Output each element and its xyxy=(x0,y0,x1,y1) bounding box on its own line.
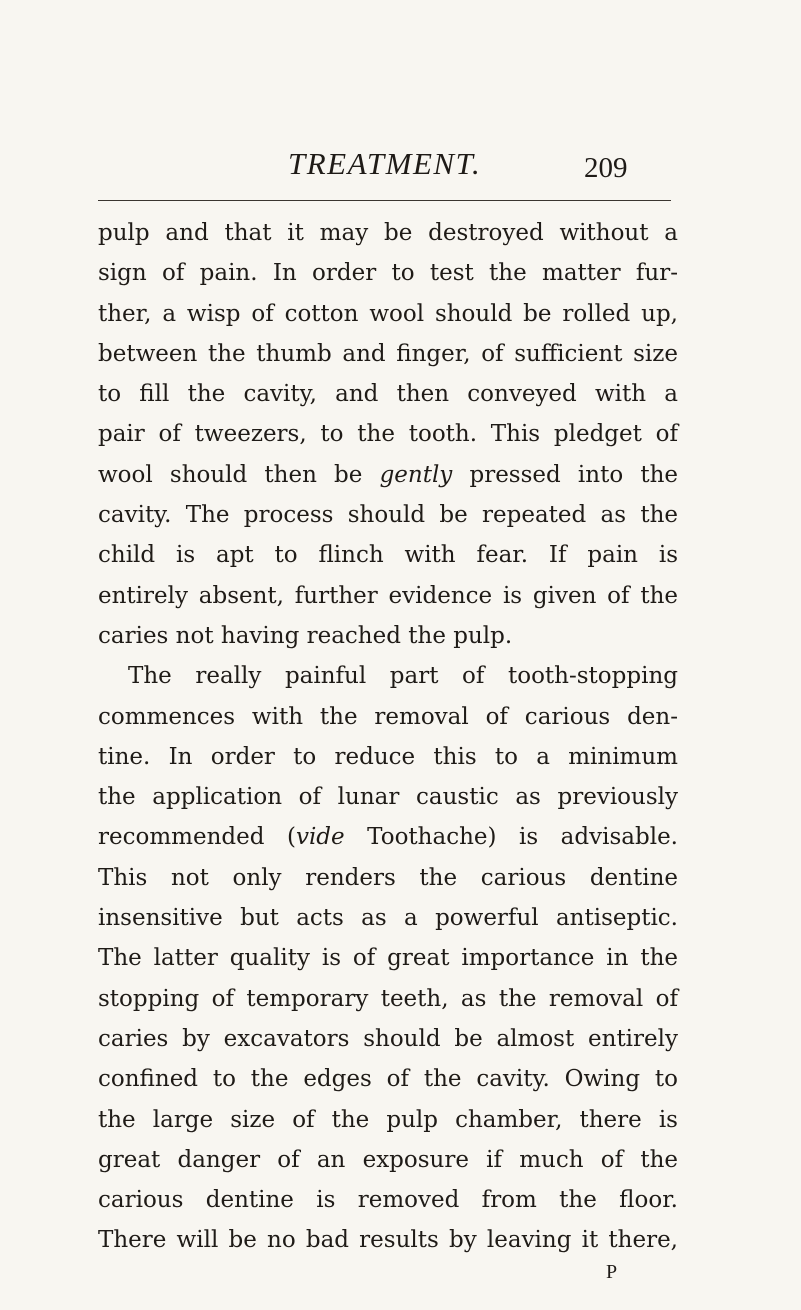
text-line: cavity. The process should be repeated as the xyxy=(98,502,678,529)
page-number: 209 xyxy=(584,152,628,184)
text-line: great danger of an exposure if much of the xyxy=(98,1146,678,1173)
running-head xyxy=(0,145,801,185)
italic-emphasis: vide xyxy=(295,824,345,851)
text-line: carious dentine is removed from the floor. xyxy=(98,1187,678,1214)
text-line: The latter quality is of great importance in the xyxy=(98,945,678,972)
header-rule xyxy=(98,200,671,201)
text-line xyxy=(98,817,678,857)
running-title: TREATMENT. xyxy=(288,146,482,181)
text-line: There will be no bad results by leaving it there, xyxy=(98,1227,678,1254)
signature-mark: P xyxy=(606,1261,618,1283)
text-line xyxy=(98,455,678,495)
body-text xyxy=(98,213,678,1261)
text-line: stopping of temporary teeth, as the removal of xyxy=(98,985,678,1012)
paragraph-first-line: The really painful part of tooth-stopping xyxy=(128,663,678,690)
text-segment: recommended ( xyxy=(98,824,296,851)
text-line: confined to the edges of the cavity. Owing to xyxy=(98,1066,678,1093)
text-line: pair of tweezers, to the tooth. This pledget of xyxy=(98,421,678,448)
text-line: pulp and that it may be destroyed without a xyxy=(98,220,678,246)
text-line: ther, a wisp of cotton wool should be rolled up, xyxy=(98,300,678,327)
text-line: child is apt to flinch with fear. If pain is xyxy=(98,542,678,569)
text-line: This not only renders the carious dentine xyxy=(98,864,678,891)
text-line: entirely absent, further evidence is given of the xyxy=(98,582,678,609)
text-line: caries not having reached the pulp. xyxy=(98,622,513,649)
text-line: caries by excavators should be almost entirely xyxy=(98,1025,678,1052)
text-line: between the thumb and finger, of sufficient size xyxy=(98,340,678,367)
text-line: tine. In order to reduce this to a minimum xyxy=(98,743,678,770)
text-line: insensitive but acts as a powerful antiseptic. xyxy=(98,905,678,932)
text-line: the application of lunar caustic as previously xyxy=(98,784,678,811)
text-line: commences with the removal of carious den- xyxy=(98,703,678,730)
text-line: to fill the cavity, and then conveyed with a xyxy=(98,381,678,408)
text-segment: wool should then be xyxy=(98,461,380,488)
text-segment: pressed into the xyxy=(452,461,678,488)
text-segment: Toothache) is advisable. xyxy=(344,824,678,851)
text-line: sign of pain. In order to test the matter fur- xyxy=(98,260,678,287)
text-line: the large size of the pulp chamber, there is xyxy=(98,1106,678,1133)
italic-emphasis: gently xyxy=(379,461,453,488)
